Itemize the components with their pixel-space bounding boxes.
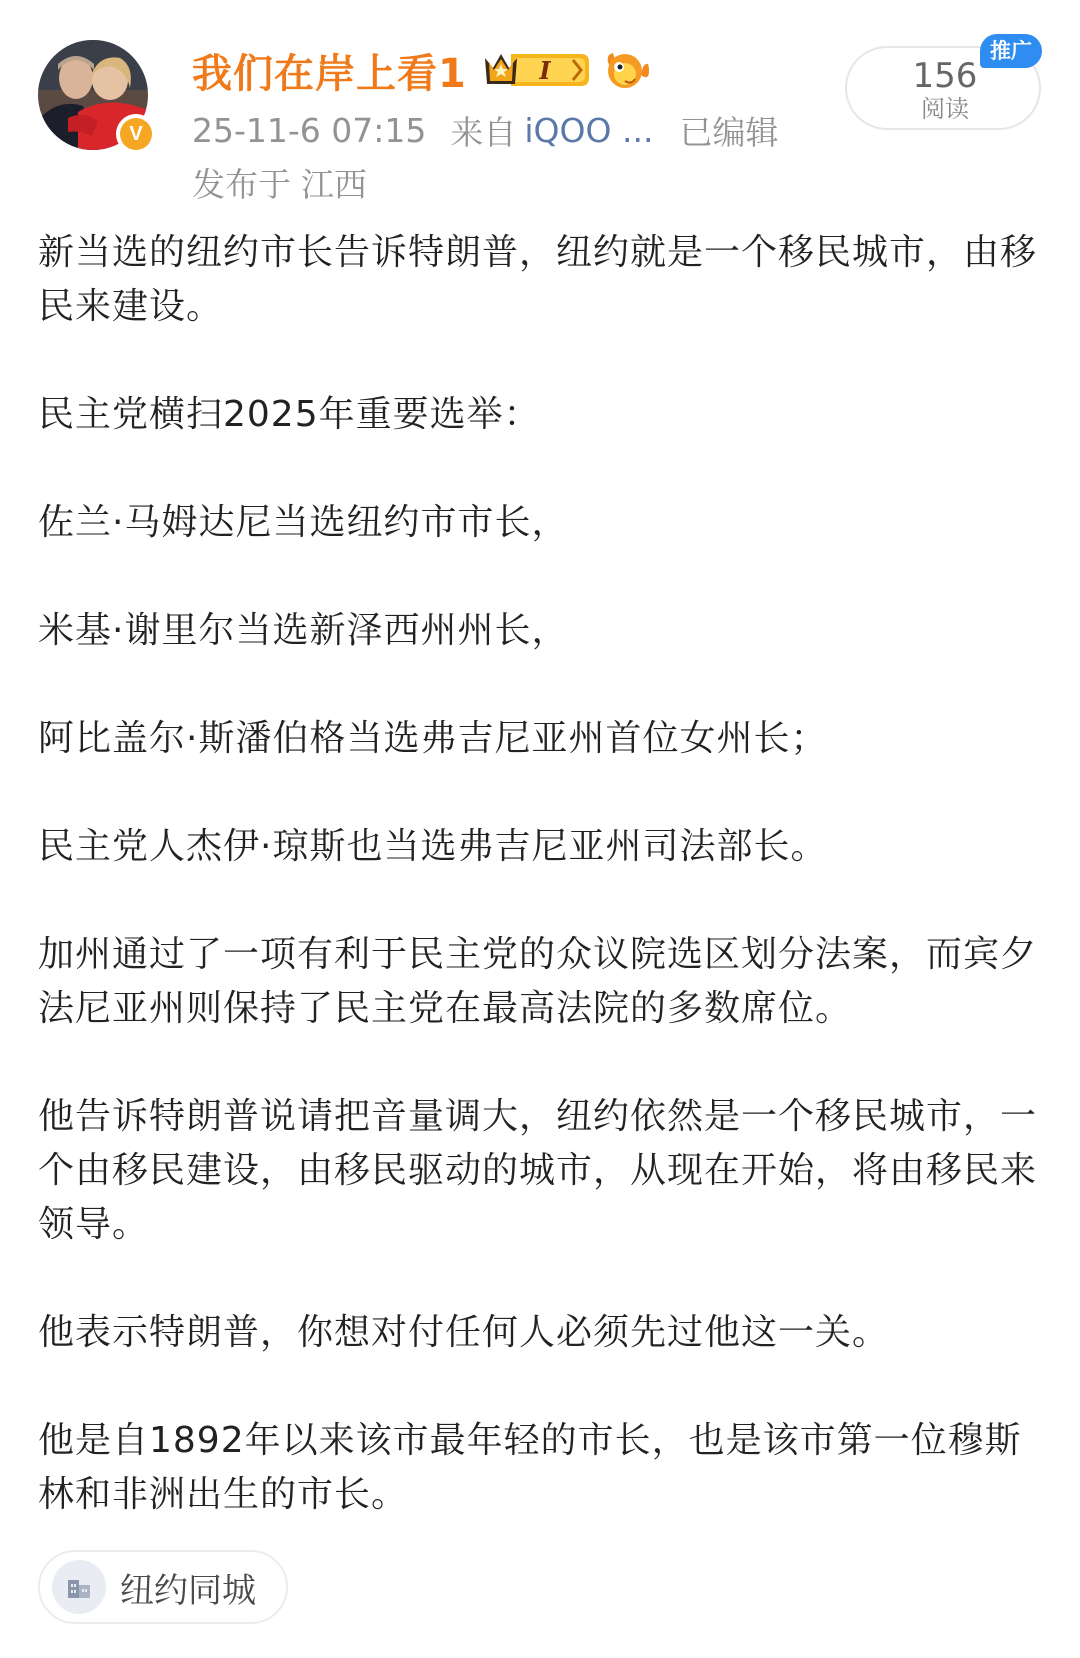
source-link[interactable]: iQOO ...	[524, 110, 654, 150]
topic-chip[interactable]	[38, 1550, 288, 1624]
source-prefix: 来自	[450, 112, 517, 152]
post-location	[192, 160, 367, 204]
vip-level-text: I	[539, 56, 551, 85]
post-paragraph: 民主党人杰伊·琼斯也当选弗吉尼亚州司法部长。	[38, 826, 828, 867]
post-paragraph: 米基·谢里尔当选新泽西州州长，	[38, 610, 569, 651]
post-paragraph: 阿比盖尔·斯潘伯格当选弗吉尼亚州首位女州长；	[38, 718, 828, 759]
vip-crown-badge-icon[interactable]	[481, 48, 591, 92]
post-body	[38, 226, 1048, 1522]
post-paragraph: 民主党横扫2025年重要选举：	[38, 394, 541, 435]
post-paragraph: 他是自1892年以来该市最年轻的市长，也是该市第一位穆斯林和非洲出生的市长。	[38, 1420, 1022, 1515]
city-building-icon	[52, 1560, 106, 1614]
location-value: 江西	[301, 164, 367, 204]
read-label: 阅读	[921, 95, 969, 123]
topic-label: 纽约同城	[120, 1570, 256, 1611]
author-row	[192, 44, 651, 96]
edited-label[interactable]: 已编辑	[679, 112, 779, 152]
post-time: 25-11-6 07:15	[192, 110, 427, 150]
fish-fan-icon[interactable]	[603, 47, 651, 93]
verified-badge	[116, 114, 156, 154]
post-paragraph: 佐兰·马姆达尼当选纽约市市长，	[38, 502, 569, 543]
author-name[interactable]: 我们在岸上看1	[192, 50, 467, 97]
post-paragraph: 他告诉特朗普说请把音量调大，纽约依然是一个移民城市，一个由移民建设，由移民驱动的城市，从现在开始，将由移民来领导。	[38, 1096, 1038, 1245]
post-paragraph: 新当选的纽约市长告诉特朗普，纽约就是一个移民城市，由移民来建设。	[38, 232, 1038, 327]
verified-badge-icon: V	[120, 118, 152, 150]
post-header	[0, 0, 1080, 215]
post-meta	[192, 108, 778, 152]
read-count: 156	[912, 56, 978, 96]
location-prefix: 发布于	[192, 164, 291, 204]
post-paragraph: 他表示特朗普，你想对付任何人必须先过他这一关。	[38, 1312, 890, 1353]
promo-badge[interactable]: 推广	[980, 34, 1042, 68]
post-paragraph: 加州通过了一项有利于民主党的众议院选区划分法案，而宾夕法尼亚州则保持了民主党在最高法院的多数席位。	[38, 934, 1038, 1029]
